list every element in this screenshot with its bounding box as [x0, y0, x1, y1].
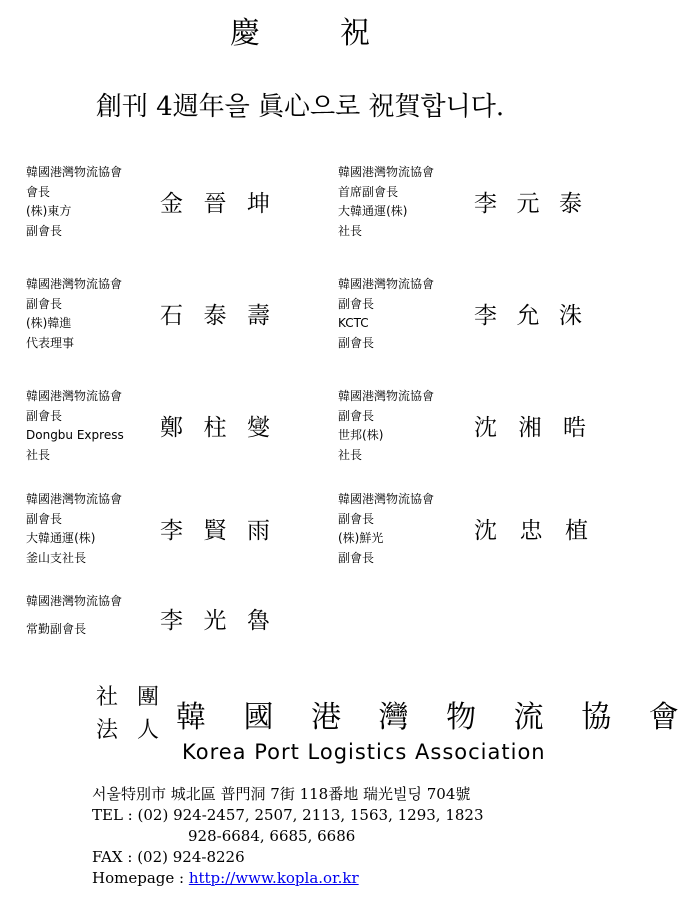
entry-title-token: 長	[350, 223, 363, 238]
entry-org: 韓國港灣物流協會	[26, 594, 123, 608]
entry-title-line	[338, 222, 458, 242]
entry-name-char: 植	[565, 518, 588, 544]
tel-continuation: 928-6684, 6685, 6686	[188, 827, 356, 845]
entry-name-char: 湘	[518, 415, 542, 441]
entry-title-token: K	[338, 316, 346, 330]
entry-name-char: 忠	[519, 518, 543, 544]
entry-title-line	[338, 529, 458, 549]
entry-person-name	[474, 409, 586, 442]
entry-title-line	[26, 407, 148, 427]
entry-title-line	[26, 549, 146, 569]
entry-person-name	[474, 297, 582, 330]
entry-org: 韓國港灣物流協會	[26, 492, 123, 506]
org-name-english: Korea Port Logistics Association	[182, 740, 546, 764]
entry-title-token: 社	[26, 447, 39, 462]
entry-title-line	[26, 510, 146, 530]
entry-title-token: C	[345, 316, 354, 330]
entry-title-line	[26, 620, 148, 640]
entry-title-token: 會	[350, 296, 363, 311]
entry-org: 韓國港灣物流協會	[26, 389, 123, 403]
entry-title-token: 通	[362, 204, 375, 218]
entry-name-char: 允	[516, 303, 540, 329]
entry-title-token: 理	[50, 335, 63, 350]
entry-title-line	[338, 446, 458, 466]
entry-person-name	[160, 297, 270, 330]
entry-title-token: 韓	[38, 531, 51, 545]
entry-name-char: 雨	[247, 518, 270, 544]
entry-name-char: 賢	[203, 518, 227, 544]
page-title	[0, 8, 600, 52]
entry-title-token: 席	[350, 184, 363, 199]
entry-person-name	[160, 512, 270, 545]
entry-title-line	[26, 314, 144, 334]
entry-title-line	[338, 510, 458, 530]
entry-title-token: T	[353, 316, 361, 330]
entry-title-block	[338, 275, 458, 353]
title-left-char: 慶	[230, 16, 260, 51]
entry-title-token: 運	[62, 531, 75, 545]
entry-title-token: 會	[374, 184, 387, 199]
entry-title-token: 事	[62, 335, 75, 350]
entry-title-line	[338, 314, 458, 334]
entry-title-line	[338, 202, 458, 222]
entry-name-char: 李	[160, 608, 183, 634]
entry-title-token: 通	[50, 531, 63, 545]
entry-title-token: 會	[38, 511, 51, 526]
entry-title-token: (株)	[362, 428, 384, 442]
entry-org: 韓國港灣物流協會	[26, 277, 123, 291]
entry-title-token: (株)東	[26, 204, 60, 218]
entry-title-token: 副	[362, 184, 375, 199]
entry-person-name	[474, 185, 582, 218]
entry-title-token: 長	[362, 408, 375, 423]
entry-title-token: 副	[26, 408, 39, 423]
corp-type-top: 社 團	[96, 685, 165, 710]
entry-title-line	[26, 529, 146, 549]
entry-title-token: 會	[350, 408, 363, 423]
entry-title-token: 長	[362, 335, 375, 350]
entry-title-token: 會	[38, 296, 51, 311]
entry-title-block	[26, 592, 148, 639]
entry-name-char: 李	[160, 518, 183, 544]
entry-title-token: 運	[374, 204, 387, 218]
entry-title-token: 表	[38, 335, 51, 350]
entry-title-token: 副	[26, 511, 39, 526]
entry-title-token: 長	[50, 408, 63, 423]
entry-title-token: 長	[350, 447, 363, 462]
entry-title-line	[26, 334, 144, 354]
homepage-link[interactable]: http://www.kopla.or.kr	[188, 869, 359, 887]
entry-title-line	[338, 407, 458, 427]
entry-title-token: 會	[350, 335, 363, 350]
entry-title-token: 勤	[38, 621, 51, 636]
entry-title-block	[26, 163, 144, 241]
entry-title-token: 長	[38, 447, 51, 462]
entry-title-token: Dongbu Express	[26, 428, 124, 442]
entry-title-token: 副	[26, 223, 39, 238]
entry-name-char: 石	[160, 303, 183, 329]
entry-title-line	[338, 426, 458, 446]
entry-name-char: 金	[160, 191, 183, 217]
entry-person-name	[160, 185, 270, 218]
entry-title-token: 方	[59, 204, 72, 218]
entry-title-token: 大	[338, 204, 351, 218]
entry-title-block	[338, 490, 458, 568]
entry-title-block	[26, 490, 146, 568]
entry-title-token: 常	[26, 621, 39, 636]
entry-name-char: 坤	[247, 191, 270, 217]
entry-title-token: 副	[338, 550, 351, 565]
entry-title-block	[338, 387, 458, 465]
entry-title-line	[338, 334, 458, 354]
entry-title-token: 長	[74, 550, 87, 565]
entry-title-token: 長	[362, 511, 375, 526]
entry-title-token: 副	[26, 296, 39, 311]
entry-org: 韓國港灣物流協會	[338, 492, 435, 506]
entry-title-token: 長	[50, 223, 63, 238]
entry-title-token: 社	[338, 223, 351, 238]
address-line: 서울特別市 城北區 普門洞 7街 118番地 瑞光빌딩 704號	[92, 785, 471, 803]
entry-title-token: 社	[338, 447, 351, 462]
entry-title-token: 韓	[350, 204, 363, 218]
entry-name-char: 沈	[474, 518, 497, 544]
entry-name-char: 鄭	[160, 415, 183, 441]
entry-title-token: 世	[338, 428, 351, 442]
entry-title-token: (株)	[386, 204, 408, 218]
entry-title-token: 社	[62, 550, 75, 565]
entry-title-token: 代	[26, 335, 39, 350]
entry-title-token: 副	[338, 511, 351, 526]
entry-title-token: 長	[38, 184, 51, 199]
entry-title-line	[338, 549, 458, 569]
entry-title-token: 長	[362, 550, 375, 565]
entry-title-token: 長	[50, 296, 63, 311]
entry-title-token: (株)韓	[26, 316, 60, 330]
entry-name-char: 晉	[203, 191, 227, 217]
entry-title-line	[26, 183, 144, 203]
entry-title-token: 會	[350, 550, 363, 565]
title-right-char: 祝	[340, 16, 370, 51]
entry-title-token: 長	[362, 296, 375, 311]
entry-title-token: 會	[38, 223, 51, 238]
entry-name-char: 晧	[563, 415, 586, 441]
entry-title-token: C	[360, 316, 369, 330]
entry-title-token: 副	[338, 408, 351, 423]
entry-name-char: 柱	[203, 415, 227, 441]
corp-type-bottom: 法 人	[96, 718, 165, 743]
entry-person-name	[160, 409, 270, 442]
entry-title-line	[26, 446, 148, 466]
entry-title-line	[26, 202, 144, 222]
org-name-korean: 韓 國 港 灣 物 流 協 會	[176, 700, 693, 735]
homepage-label: Homepage :	[92, 869, 189, 887]
entry-title-line	[26, 295, 144, 315]
entry-title-token: 大	[26, 531, 39, 545]
entry-title-line	[338, 183, 458, 203]
entry-name-char: 元	[516, 191, 540, 217]
entry-org: 韓國港灣物流協會	[338, 389, 435, 403]
entry-title-token: (株)	[74, 531, 96, 545]
entry-title-token: 副	[338, 296, 351, 311]
entry-title-line	[338, 295, 458, 315]
homepage-line	[92, 868, 484, 889]
entry-title-line	[26, 426, 148, 446]
entry-title-token: 副	[50, 621, 63, 636]
entry-title-block	[338, 163, 458, 241]
entry-name-char: 沈	[474, 415, 497, 441]
entry-title-token: 長	[386, 184, 399, 199]
entry-person-name	[474, 512, 588, 545]
contact-block	[92, 784, 484, 889]
entry-title-token: 會	[62, 621, 75, 636]
entry-title-token: 邦	[350, 428, 363, 442]
entry-name-char: 泰	[203, 303, 227, 329]
tel-line: TEL : (02) 924-2457, 2507, 2113, 1563, 1293, 1823	[92, 806, 484, 824]
entry-title-block	[26, 387, 148, 465]
entry-title-token: 支	[50, 550, 63, 565]
entry-title-token: 副	[338, 335, 351, 350]
entry-title-token: 光	[371, 531, 384, 545]
entry-title-token: 首	[338, 184, 351, 199]
corp-type-label	[96, 681, 165, 747]
entry-org: 韓國港灣物流協會	[338, 277, 435, 291]
fax-line: FAX : (02) 924-8226	[92, 848, 245, 866]
entry-name-char: 洙	[559, 303, 582, 329]
entry-org: 韓國港灣物流協會	[26, 165, 123, 179]
entry-org: 韓國港灣物流協會	[338, 165, 435, 179]
entry-title-token: 釜	[26, 550, 39, 565]
entry-name-char: 光	[203, 608, 227, 634]
headline: 創刊 4週年을 眞心으로 祝賀합니다.	[95, 92, 505, 122]
entry-name-char: 李	[474, 303, 497, 329]
entry-title-token: 長	[50, 511, 63, 526]
entry-title-token: 會	[26, 184, 39, 199]
entry-title-token: 長	[74, 621, 87, 636]
entry-title-token: (株)鮮	[338, 531, 372, 545]
entry-title-token: 進	[59, 316, 72, 330]
entry-title-token: 會	[38, 408, 51, 423]
entry-title-token: 會	[350, 511, 363, 526]
entry-title-block	[26, 275, 144, 353]
entry-name-char: 魯	[247, 608, 270, 634]
entry-name-char: 壽	[247, 303, 270, 329]
entry-title-line	[26, 222, 144, 242]
entry-title-token: 山	[38, 550, 51, 565]
entry-person-name	[160, 602, 270, 635]
entry-name-char: 燮	[247, 415, 270, 441]
entry-name-char: 李	[474, 191, 497, 217]
entry-name-char: 泰	[559, 191, 582, 217]
